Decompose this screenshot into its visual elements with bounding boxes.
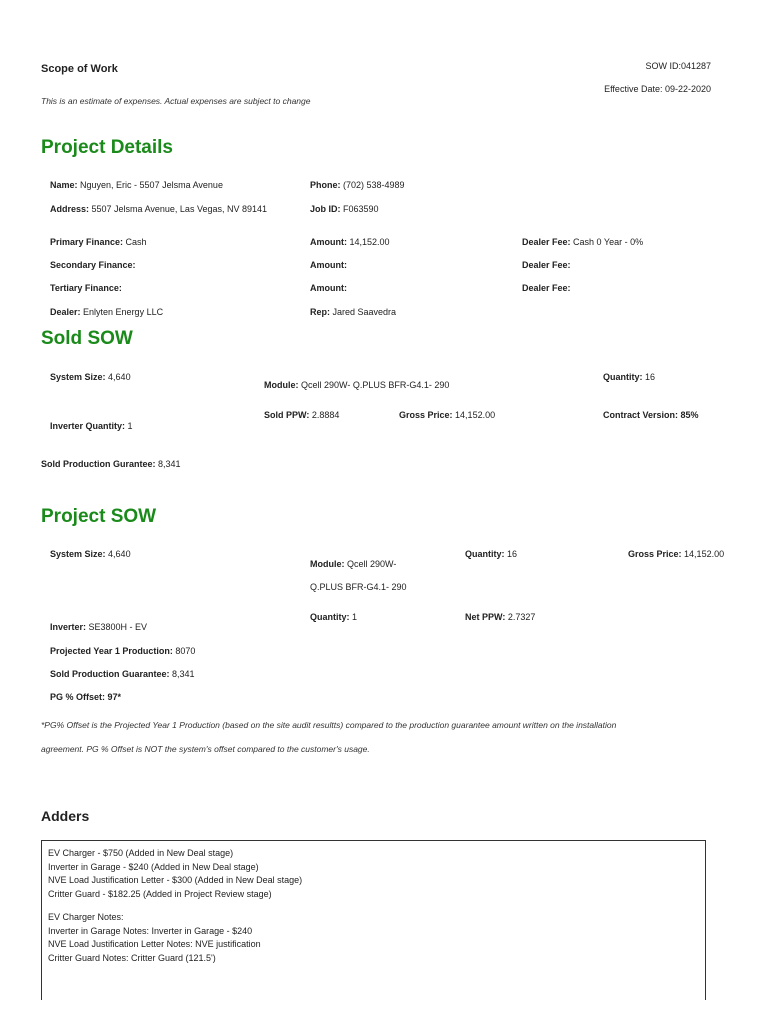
- sold-gross-price-field: Gross Price: 14,152.00: [399, 410, 496, 420]
- project-inverter-quantity-field: Quantity: 1: [310, 612, 358, 622]
- adders-box: [41, 840, 706, 1000]
- primary-dealer-fee-field: Dealer Fee: Cash 0 Year - 0%: [522, 237, 644, 247]
- sold-quantity-field: Quantity: 16: [603, 372, 656, 382]
- estimate-disclaimer: This is an estimate of expenses. Actual expenses are subject to change: [41, 96, 311, 106]
- adder-note: Inverter in Garage Notes: Inverter in Garage - $240: [48, 925, 253, 936]
- project-quantity-field: Quantity: 16: [465, 549, 518, 559]
- project-gross-price-field: Gross Price: 14,152.00: [628, 549, 725, 559]
- job-id-field: Job ID: F063590: [310, 204, 379, 214]
- rep-field: Rep: Jared Saavedra: [310, 307, 397, 317]
- project-sow-heading: Project SOW: [41, 506, 157, 527]
- sow-id: SOW ID:041287: [645, 61, 711, 71]
- adder-note: NVE Load Justification Letter Notes: NVE justification: [48, 939, 261, 949]
- pg-offset-field: PG % Offset: 97*: [50, 692, 122, 702]
- contract-version-field: Contract Version: 85%: [603, 410, 699, 420]
- pg-offset-footnote-line1: *PG% Offset is the Projected Year 1 Production (based on the site audit resultts) compared to the production guarantee amount written on the installation: [41, 720, 617, 730]
- net-ppw-field: Net PPW: 2.7327: [465, 612, 536, 622]
- project-production-guarantee-field: Sold Production Guarantee: 8,341: [50, 669, 195, 679]
- name-field: Name: Nguyen, Eric - 5507 Jelsma Avenue: [50, 180, 223, 190]
- inverter-field: Inverter: SE3800H - EV: [50, 622, 148, 632]
- tertiary-amount-field: Amount:: [310, 283, 347, 293]
- adders-heading: Adders: [41, 808, 90, 824]
- project-module-field: Module: Qcell 290W-: [310, 559, 397, 569]
- tertiary-dealer-fee-field: Dealer Fee:: [522, 283, 571, 293]
- primary-finance-field: Primary Finance: Cash: [50, 237, 147, 247]
- secondary-finance-field: Secondary Finance:: [50, 260, 136, 270]
- adder-note: Critter Guard Notes: Critter Guard (121.5'): [48, 952, 216, 963]
- sold-ppw-field: Sold PPW: 2.8884: [264, 410, 340, 420]
- adder-item: Critter Guard - $182.25 (Added in Project Review stage): [48, 888, 272, 899]
- document-title: Scope of Work: [41, 63, 118, 75]
- tertiary-finance-field: Tertiary Finance:: [50, 283, 122, 293]
- sold-sow-heading: Sold SOW: [41, 328, 133, 349]
- secondary-dealer-fee-field: Dealer Fee:: [522, 260, 571, 270]
- inverter-quantity-field: Inverter Quantity: 1: [50, 421, 133, 431]
- adder-item: NVE Load Justification Letter - $300 (Added in New Deal stage): [48, 875, 303, 885]
- adder-note: EV Charger Notes:: [48, 912, 124, 922]
- sold-module-field: Module: Qcell 290W- Q.PLUS BFR-G4.1- 290: [264, 380, 450, 390]
- secondary-amount-field: Amount:: [310, 260, 347, 270]
- adder-item: EV Charger - $750 (Added in New Deal stage): [48, 848, 234, 858]
- sold-system-size-field: System Size: 4,640: [50, 372, 131, 382]
- effective-date: Effective Date: 09-22-2020: [604, 84, 711, 94]
- phone-field: Phone: (702) 538-4989: [310, 180, 405, 190]
- projected-production-field: Projected Year 1 Production: 8070: [50, 646, 196, 656]
- dealer-field: Dealer: Enlyten Energy LLC: [50, 307, 164, 317]
- project-system-size-field: System Size: 4,640: [50, 549, 131, 559]
- pg-offset-footnote-line2: agreement. PG % Offset is NOT the system's offset compared to the customer's usage.: [41, 744, 370, 754]
- primary-amount-field: Amount: 14,152.00: [310, 237, 390, 247]
- project-module-field-cont: Q.PLUS BFR-G4.1- 290: [310, 582, 407, 592]
- project-details-heading: Project Details: [41, 137, 173, 158]
- adder-item: Inverter in Garage - $240 (Added in New Deal stage): [48, 861, 259, 872]
- address-field: Address: 5507 Jelsma Avenue, Las Vegas, NV 89141: [50, 204, 267, 214]
- sold-production-guarantee-field: Sold Production Gurantee: 8,341: [41, 459, 181, 469]
